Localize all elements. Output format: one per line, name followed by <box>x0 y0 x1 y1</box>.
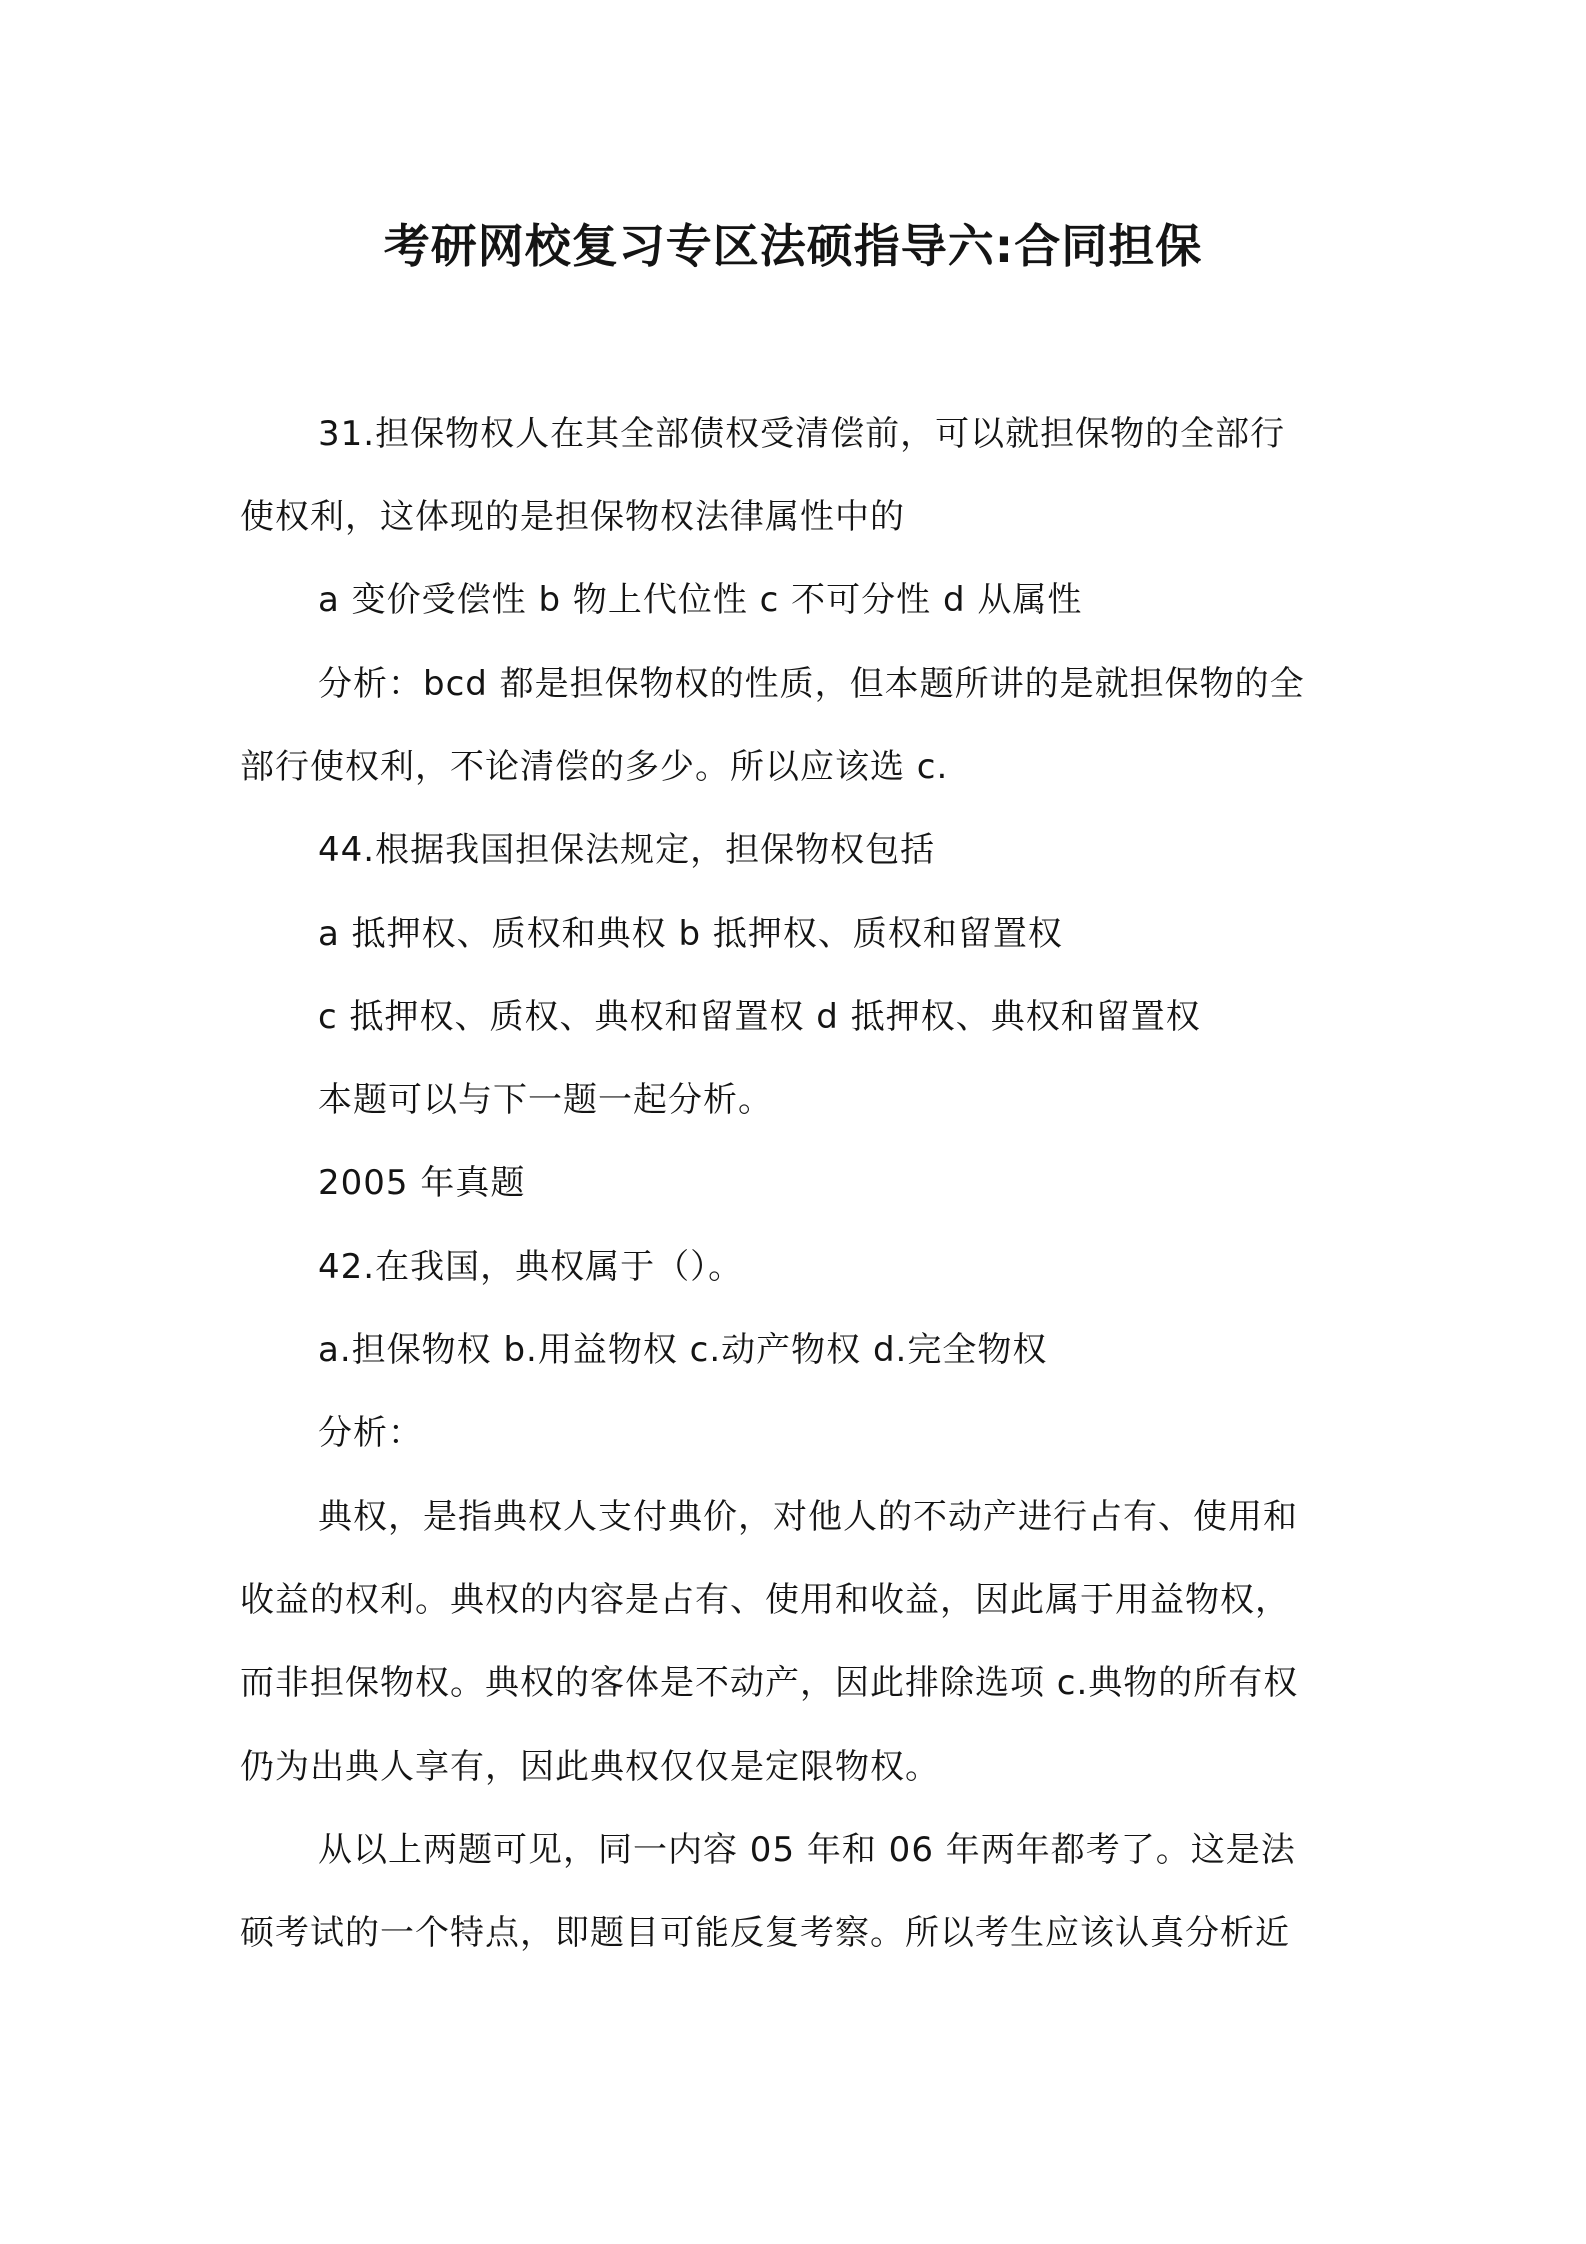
text-line: 2005 年真题 <box>318 1163 526 1203</box>
text-line: 42.在我国，典权属于（）。 <box>318 1247 744 1287</box>
text-line: 本题可以与下一题一起分析。 <box>318 1080 773 1120</box>
text-line: 使权利，这体现的是担保物权法律属性中的 <box>240 497 905 537</box>
text-line: 从以上两题可见，同一内容 05 年和 06 年两年都考了。这是法 <box>318 1830 1296 1870</box>
text-line: 硕考试的一个特点，即题目可能反复考察。所以考生应该认真分析近 <box>240 1913 1290 1953</box>
text-line: 仍为出典人享有，因此典权仅仅是定限物权。 <box>240 1747 940 1787</box>
text-line: 分析：bcd 都是担保物权的性质，但本题所讲的是就担保物的全 <box>318 664 1305 704</box>
text-line: a 抵押权、质权和典权 b 抵押权、质权和留置权 <box>318 914 1063 954</box>
text-line: a 变价受偿性 b 物上代位性 c 不可分性 d 从属性 <box>318 580 1083 620</box>
text-line: 44.根据我国担保法规定，担保物权包括 <box>318 830 936 870</box>
text-line: 典权，是指典权人支付典价，对他人的不动产进行占有、使用和 <box>318 1497 1298 1537</box>
text-line: 收益的权利。典权的内容是占有、使用和收益，因此属于用益物权， <box>240 1580 1290 1620</box>
text-line: a.担保物权 b.用益物权 c.动产物权 d.完全物权 <box>318 1330 1048 1370</box>
text-line: 而非担保物权。典权的客体是不动产，因此排除选项 c.典物的所有权 <box>240 1663 1299 1703</box>
text-line: 31.担保物权人在其全部债权受清偿前，可以就担保物的全部行 <box>318 414 1286 454</box>
text-line: c 抵押权、质权、典权和留置权 d 抵押权、典权和留置权 <box>318 997 1201 1037</box>
document-title: 考研网校复习专区法硕指导六:合同担保 <box>383 219 1203 273</box>
text-line: 部行使权利，不论清偿的多少。所以应该选 c. <box>240 747 949 787</box>
text-line: 分析： <box>318 1413 423 1453</box>
